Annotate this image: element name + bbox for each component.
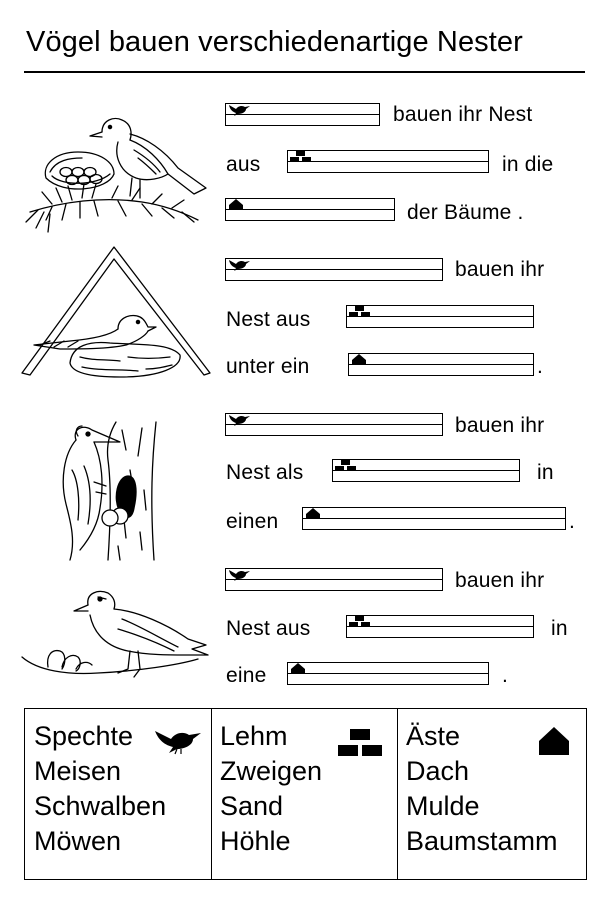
bricks-icon (289, 150, 313, 164)
ex4-text-3: in (551, 617, 568, 640)
bricks-icon (348, 615, 372, 629)
word-bank (24, 708, 587, 880)
ex4-text-1: bauen ihr (455, 569, 545, 592)
word-bank-place: Äste (406, 721, 461, 751)
bricks-icon (348, 305, 372, 319)
house-icon (350, 353, 370, 367)
ex4-text-5: . (502, 664, 509, 687)
seagull-on-ground-nest-illustration (18, 585, 218, 695)
page-title: Vögel bauen verschiedenartige Nester (26, 26, 523, 58)
bird-icon (227, 103, 251, 117)
word-bank-bird: Meisen (34, 756, 122, 786)
blank-place-4[interactable] (287, 662, 489, 685)
woodpecker-on-tree-illustration (50, 420, 170, 570)
ex2-text-4: . (537, 355, 544, 378)
word-bank-place: Dach (406, 756, 470, 786)
bird-icon (153, 725, 203, 755)
ex1-text-3: in die (502, 153, 554, 176)
word-bank-bird: Schwalben (34, 791, 167, 821)
bricks-icon (334, 459, 358, 473)
blank-bird-4[interactable] (225, 568, 443, 591)
ex3-text-5: . (569, 510, 576, 533)
word-bank-bird: Spechte (34, 721, 134, 751)
house-icon (536, 725, 572, 757)
ex3-text-1: bauen ihr (455, 414, 545, 437)
ex2-text-1: bauen ihr (455, 258, 545, 281)
nest-in-branches-illustration (22, 112, 217, 237)
ex3-text-3: in (537, 461, 554, 484)
bricks-icon (336, 727, 386, 759)
word-bank-material: Höhle (220, 826, 291, 856)
ex1-text-1: bauen ihr Nest (393, 103, 533, 126)
ex4-text-2: Nest aus (226, 617, 311, 640)
ex2-text-2: Nest aus (226, 308, 311, 331)
blank-bird-2[interactable] (225, 258, 443, 281)
word-bank-material: Zweigen (220, 756, 323, 786)
word-bank-place: Mulde (406, 791, 480, 821)
bird-icon (227, 413, 251, 427)
blank-material-3[interactable] (332, 459, 520, 482)
ex1-text-2: aus (226, 153, 261, 176)
bird-icon (227, 258, 251, 272)
blank-material-1[interactable] (287, 150, 489, 173)
word-bank-bird: Möwen (34, 826, 122, 856)
blank-place-2[interactable] (348, 353, 534, 376)
ex3-text-2: Nest als (226, 461, 304, 484)
ex1-text-4: der Bäume . (407, 201, 524, 224)
house-icon (227, 198, 247, 212)
blank-material-2[interactable] (346, 305, 534, 328)
ex3-text-4: einen (226, 510, 279, 533)
swallow-nest-under-roof-illustration (20, 245, 218, 380)
bird-icon (227, 568, 251, 582)
blank-material-4[interactable] (346, 615, 534, 638)
word-bank-materials (211, 709, 398, 879)
title-underline (24, 71, 585, 73)
house-icon (289, 662, 309, 676)
word-bank-birds (25, 709, 211, 879)
word-bank-material: Sand (220, 791, 284, 821)
word-bank-place: Baumstamm (406, 826, 558, 856)
ex4-text-4: eine (226, 664, 267, 687)
house-icon (304, 507, 324, 521)
ex2-text-3: unter ein (226, 355, 310, 378)
blank-place-1[interactable] (225, 198, 395, 221)
blank-bird-3[interactable] (225, 413, 443, 436)
blank-place-3[interactable] (302, 507, 566, 530)
word-bank-places (397, 709, 586, 879)
blank-bird-1[interactable] (225, 103, 380, 126)
word-bank-material: Lehm (220, 721, 288, 751)
